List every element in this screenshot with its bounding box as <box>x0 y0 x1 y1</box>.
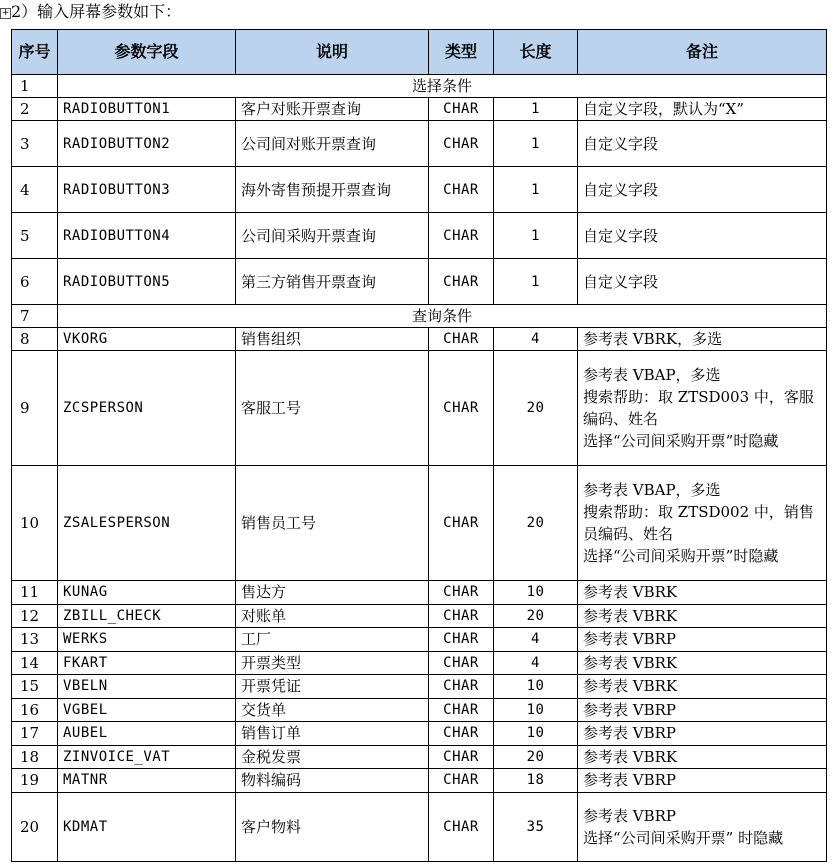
col-header-desc: 说明 <box>236 30 429 75</box>
row-seq: 12 <box>12 604 58 628</box>
row-field: ZCSPERSON <box>58 351 236 466</box>
row-length: 4 <box>494 651 578 675</box>
row-field: AUBEL <box>58 722 236 746</box>
section-title: 查询条件 <box>58 305 827 328</box>
row-field: KDMAT <box>58 792 236 861</box>
section-row <box>12 305 827 328</box>
table-row <box>12 745 827 769</box>
row-note: 自定义字段，默认为“X” <box>578 98 827 121</box>
row-note: 参考表 VBRK <box>578 675 827 699</box>
row-length: 1 <box>494 213 578 259</box>
table-row <box>12 351 827 466</box>
row-desc: 交货单 <box>236 698 429 722</box>
table-row <box>12 259 827 305</box>
row-seq: 16 <box>12 698 58 722</box>
row-seq: 20 <box>12 792 58 861</box>
row-field: MATNR <box>58 769 236 793</box>
row-seq: 1 <box>12 75 58 98</box>
row-field: ZINVOICE_VAT <box>58 745 236 769</box>
row-seq: 18 <box>12 745 58 769</box>
row-note: 自定义字段 <box>578 121 827 167</box>
row-note: 参考表 VBRK <box>578 581 827 605</box>
row-length: 18 <box>494 769 578 793</box>
row-desc: 工厂 <box>236 628 429 652</box>
col-header-length: 长度 <box>494 30 578 75</box>
row-field: ZBILL_CHECK <box>58 604 236 628</box>
row-desc: 客服工号 <box>236 351 429 466</box>
row-type: CHAR <box>429 722 494 746</box>
row-type: CHAR <box>429 698 494 722</box>
row-seq: 8 <box>12 328 58 351</box>
row-type: CHAR <box>429 581 494 605</box>
row-seq: 10 <box>12 466 58 581</box>
row-length: 4 <box>494 328 578 351</box>
row-type: CHAR <box>429 466 494 581</box>
row-type: CHAR <box>429 167 494 213</box>
row-type: CHAR <box>429 651 494 675</box>
row-length: 10 <box>494 675 578 699</box>
row-note: 参考表 VBRK <box>578 651 827 675</box>
row-note: 参考表 VBRP <box>578 628 827 652</box>
table-row <box>12 698 827 722</box>
row-type: CHAR <box>429 604 494 628</box>
col-header-field: 参数字段 <box>58 30 236 75</box>
row-length: 10 <box>494 581 578 605</box>
row-seq: 13 <box>12 628 58 652</box>
row-length: 20 <box>494 604 578 628</box>
table-row <box>12 466 827 581</box>
table-row <box>12 769 827 793</box>
row-length: 35 <box>494 792 578 861</box>
table-row <box>12 121 827 167</box>
col-header-type: 类型 <box>429 30 494 75</box>
row-seq: 9 <box>12 351 58 466</box>
row-length: 1 <box>494 167 578 213</box>
table-move-handle-icon[interactable]: + <box>1 8 10 18</box>
row-note: 参考表 VBRK，多选 <box>578 328 827 351</box>
section-row <box>12 75 827 98</box>
row-length: 1 <box>494 98 578 121</box>
row-field: RADIOBUTTON5 <box>58 259 236 305</box>
row-note: 参考表 VBRP 选择“公司间采购开票” 时隐藏 <box>578 792 827 861</box>
row-length: 4 <box>494 628 578 652</box>
row-field: VKORG <box>58 328 236 351</box>
row-type: CHAR <box>429 675 494 699</box>
row-seq: 11 <box>12 581 58 605</box>
row-field: KUNAG <box>58 581 236 605</box>
row-desc: 销售员工号 <box>236 466 429 581</box>
row-type: CHAR <box>429 769 494 793</box>
row-field: RADIOBUTTON3 <box>58 167 236 213</box>
row-desc: 销售组织 <box>236 328 429 351</box>
table-row <box>12 581 827 605</box>
row-desc: 客户对账开票查询 <box>236 98 429 121</box>
row-desc: 海外寄售预提开票查询 <box>236 167 429 213</box>
row-note: 自定义字段 <box>578 213 827 259</box>
table-row <box>12 628 827 652</box>
row-seq: 14 <box>12 651 58 675</box>
row-field: VBELN <box>58 675 236 699</box>
row-note: 参考表 VBAP，多选 搜索帮助：取 ZTSD003 中，客服编码、姓名 选择“公司间采购开票”时隐藏 <box>578 351 827 466</box>
row-field: WERKS <box>58 628 236 652</box>
row-length: 20 <box>494 745 578 769</box>
row-seq: 3 <box>12 121 58 167</box>
row-seq: 4 <box>12 167 58 213</box>
row-field: VGBEL <box>58 698 236 722</box>
row-seq: 6 <box>12 259 58 305</box>
row-type: CHAR <box>429 792 494 861</box>
section-heading: 2）输入屏幕参数如下： <box>11 2 182 21</box>
screen-parameter-table <box>11 29 827 862</box>
row-length: 20 <box>494 466 578 581</box>
row-seq: 7 <box>12 305 58 328</box>
row-desc: 售达方 <box>236 581 429 605</box>
row-note: 自定义字段 <box>578 167 827 213</box>
row-type: CHAR <box>429 98 494 121</box>
row-note: 参考表 VBRP <box>578 698 827 722</box>
row-note: 参考表 VBRK <box>578 745 827 769</box>
row-seq: 17 <box>12 722 58 746</box>
row-type: CHAR <box>429 628 494 652</box>
row-seq: 15 <box>12 675 58 699</box>
row-note: 参考表 VBRP <box>578 769 827 793</box>
row-field: RADIOBUTTON2 <box>58 121 236 167</box>
table-row <box>12 722 827 746</box>
row-desc: 开票凭证 <box>236 675 429 699</box>
row-type: CHAR <box>429 121 494 167</box>
row-type: CHAR <box>429 213 494 259</box>
row-note: 参考表 VBAP，多选 搜索帮助：取 ZTSD002 中，销售员编码、姓名 选择“公司间采购开票”时隐藏 <box>578 466 827 581</box>
section-title: 选择条件 <box>58 75 827 98</box>
row-length: 10 <box>494 698 578 722</box>
row-note: 自定义字段 <box>578 259 827 305</box>
row-desc: 开票类型 <box>236 651 429 675</box>
row-desc: 客户物料 <box>236 792 429 861</box>
row-seq: 2 <box>12 98 58 121</box>
row-note: 参考表 VBRK <box>578 604 827 628</box>
row-field: ZSALESPERSON <box>58 466 236 581</box>
table-header-row <box>12 30 827 75</box>
row-desc: 公司间对账开票查询 <box>236 121 429 167</box>
row-type: CHAR <box>429 745 494 769</box>
row-desc: 公司间采购开票查询 <box>236 213 429 259</box>
row-desc: 对账单 <box>236 604 429 628</box>
row-desc: 第三方销售开票查询 <box>236 259 429 305</box>
row-length: 10 <box>494 722 578 746</box>
table-row <box>12 213 827 259</box>
row-desc: 销售订单 <box>236 722 429 746</box>
table-row <box>12 604 827 628</box>
row-field: RADIOBUTTON1 <box>58 98 236 121</box>
row-seq: 5 <box>12 213 58 259</box>
row-desc: 物料编码 <box>236 769 429 793</box>
table-row <box>12 167 827 213</box>
row-length: 20 <box>494 351 578 466</box>
table-row <box>12 675 827 699</box>
row-type: CHAR <box>429 259 494 305</box>
row-seq: 19 <box>12 769 58 793</box>
table-row <box>12 98 827 121</box>
row-note: 参考表 VBRP <box>578 722 827 746</box>
row-length: 1 <box>494 121 578 167</box>
row-type: CHAR <box>429 328 494 351</box>
table-row <box>12 328 827 351</box>
row-field: RADIOBUTTON4 <box>58 213 236 259</box>
row-field: FKART <box>58 651 236 675</box>
col-header-note: 备注 <box>578 30 827 75</box>
row-type: CHAR <box>429 351 494 466</box>
table-row <box>12 792 827 861</box>
row-length: 1 <box>494 259 578 305</box>
table-row <box>12 651 827 675</box>
col-header-seq: 序号 <box>12 30 58 75</box>
row-desc: 金税发票 <box>236 745 429 769</box>
